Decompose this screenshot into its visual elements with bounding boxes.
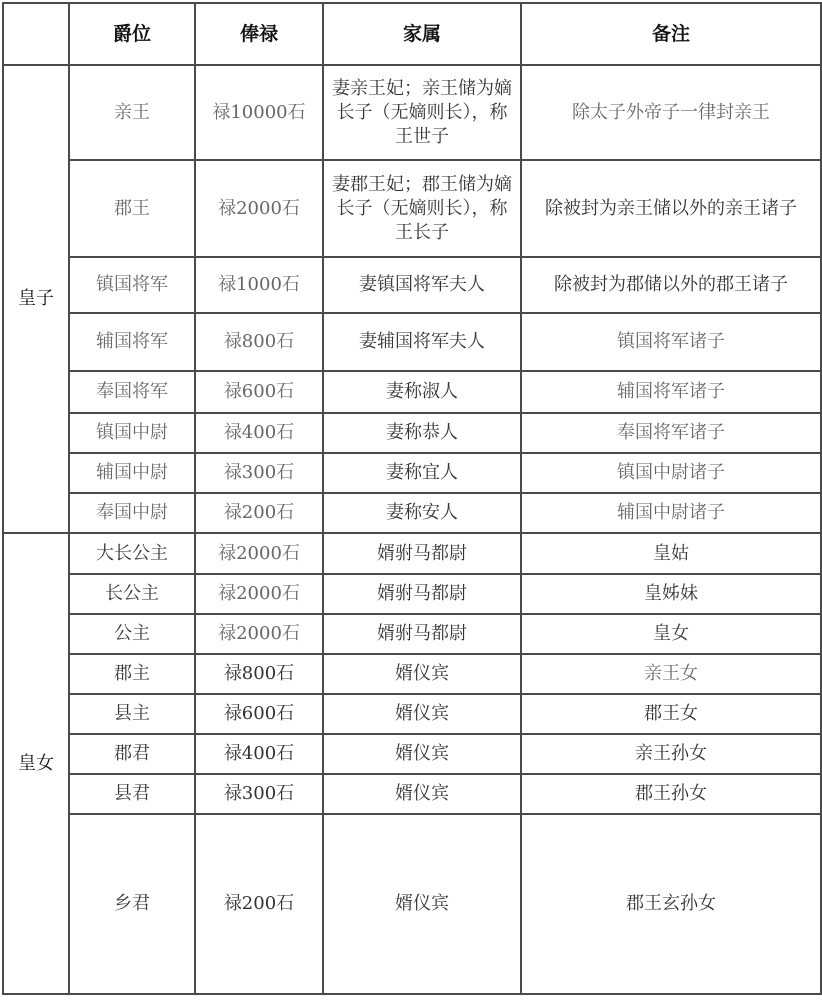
cell-title: 县君 (69, 774, 195, 814)
cell-note: 辅国将军诸子 (521, 371, 821, 413)
cell-family-text: 妻郡王妃；郡王储为嫡长子（无嫡则长），称王长子 (332, 173, 512, 243)
cell-salary: 禄200石 (195, 814, 323, 994)
cell-title: 亲王 (69, 65, 195, 160)
cell-family: 婿仪宾 (323, 694, 521, 734)
cell-salary: 禄10000石 (195, 65, 323, 160)
cell-family: 婿驸马都尉 (323, 614, 521, 654)
cell-title: 公主 (69, 614, 195, 654)
cell-family: 妻称宜人 (323, 453, 521, 493)
cell-title: 郡主 (69, 654, 195, 694)
cell-family: 妻称恭人 (323, 413, 521, 453)
group-label-female: 皇女 (3, 533, 69, 994)
cell-salary: 禄600石 (195, 694, 323, 734)
table-row (3, 533, 821, 574)
cell-note: 皇姑 (521, 533, 821, 574)
header-note: 备注 (521, 3, 821, 65)
cell-family-text: 妻亲王妃；亲王储为嫡长子（无嫡则长），称王世子 (332, 77, 512, 147)
table-row (3, 371, 821, 413)
cell-title: 乡君 (69, 814, 195, 994)
cell-note: 郡王孙女 (521, 774, 821, 814)
table-row (3, 774, 821, 814)
cell-title: 辅国将军 (69, 313, 195, 371)
cell-title: 奉国中尉 (69, 493, 195, 533)
header-title: 爵位 (69, 3, 195, 65)
table-row (3, 413, 821, 453)
table-row (3, 65, 821, 160)
cell-note: 镇国中尉诸子 (521, 453, 821, 493)
cell-family: 妻镇国将军夫人 (323, 257, 521, 313)
header-row (3, 3, 821, 65)
cell-family: 妻称淑人 (323, 371, 521, 413)
cell-salary: 禄600石 (195, 371, 323, 413)
cell-family: 妻称安人 (323, 493, 521, 533)
cell-family (323, 160, 521, 257)
cell-salary: 禄800石 (195, 313, 323, 371)
cell-family: 婿仪宾 (323, 814, 521, 994)
cell-salary: 禄300石 (195, 453, 323, 493)
header-salary: 俸禄 (195, 3, 323, 65)
cell-note: 除被封为郡储以外的郡王诸子 (521, 257, 821, 313)
cell-note: 郡王女 (521, 694, 821, 734)
table-row (3, 493, 821, 533)
table-row (3, 814, 821, 994)
cell-salary: 禄2000石 (195, 614, 323, 654)
table-row (3, 654, 821, 694)
table-row (3, 614, 821, 654)
table-row (3, 694, 821, 734)
table-row (3, 313, 821, 371)
header-family: 家属 (323, 3, 521, 65)
cell-salary: 禄300石 (195, 774, 323, 814)
cell-note: 亲王女 (521, 654, 821, 694)
cell-title: 郡王 (69, 160, 195, 257)
cell-salary: 禄400石 (195, 734, 323, 774)
cell-note: 奉国将军诸子 (521, 413, 821, 453)
cell-salary: 禄1000石 (195, 257, 323, 313)
cell-note: 郡王玄孙女 (521, 814, 821, 994)
table-row (3, 574, 821, 614)
cell-title: 镇国中尉 (69, 413, 195, 453)
nobility-table (2, 2, 822, 995)
cell-title: 奉国将军 (69, 371, 195, 413)
table-row (3, 160, 821, 257)
cell-salary: 禄800石 (195, 654, 323, 694)
cell-family (323, 65, 521, 160)
header-corner (3, 3, 69, 65)
group-label-male: 皇子 (3, 65, 69, 533)
cell-note: 皇女 (521, 614, 821, 654)
cell-note: 镇国将军诸子 (521, 313, 821, 371)
cell-title: 镇国将军 (69, 257, 195, 313)
cell-salary: 禄400石 (195, 413, 323, 453)
cell-family: 婿仪宾 (323, 654, 521, 694)
cell-note: 除太子外帝子一律封亲王 (521, 65, 821, 160)
cell-family: 妻辅国将军夫人 (323, 313, 521, 371)
cell-salary: 禄2000石 (195, 160, 323, 257)
cell-salary: 禄2000石 (195, 533, 323, 574)
cell-title: 大长公主 (69, 533, 195, 574)
cell-family: 婿仪宾 (323, 734, 521, 774)
table-row (3, 734, 821, 774)
cell-family: 婿驸马都尉 (323, 533, 521, 574)
cell-title: 县主 (69, 694, 195, 734)
cell-note: 亲王孙女 (521, 734, 821, 774)
cell-salary: 禄200石 (195, 493, 323, 533)
cell-note: 皇姊妹 (521, 574, 821, 614)
cell-note: 辅国中尉诸子 (521, 493, 821, 533)
cell-title: 辅国中尉 (69, 453, 195, 493)
cell-note: 除被封为亲王储以外的亲王诸子 (521, 160, 821, 257)
cell-title: 郡君 (69, 734, 195, 774)
cell-title: 长公主 (69, 574, 195, 614)
cell-family: 婿仪宾 (323, 774, 521, 814)
cell-salary: 禄2000石 (195, 574, 323, 614)
cell-family: 婿驸马都尉 (323, 574, 521, 614)
table-row (3, 453, 821, 493)
table-row (3, 257, 821, 313)
